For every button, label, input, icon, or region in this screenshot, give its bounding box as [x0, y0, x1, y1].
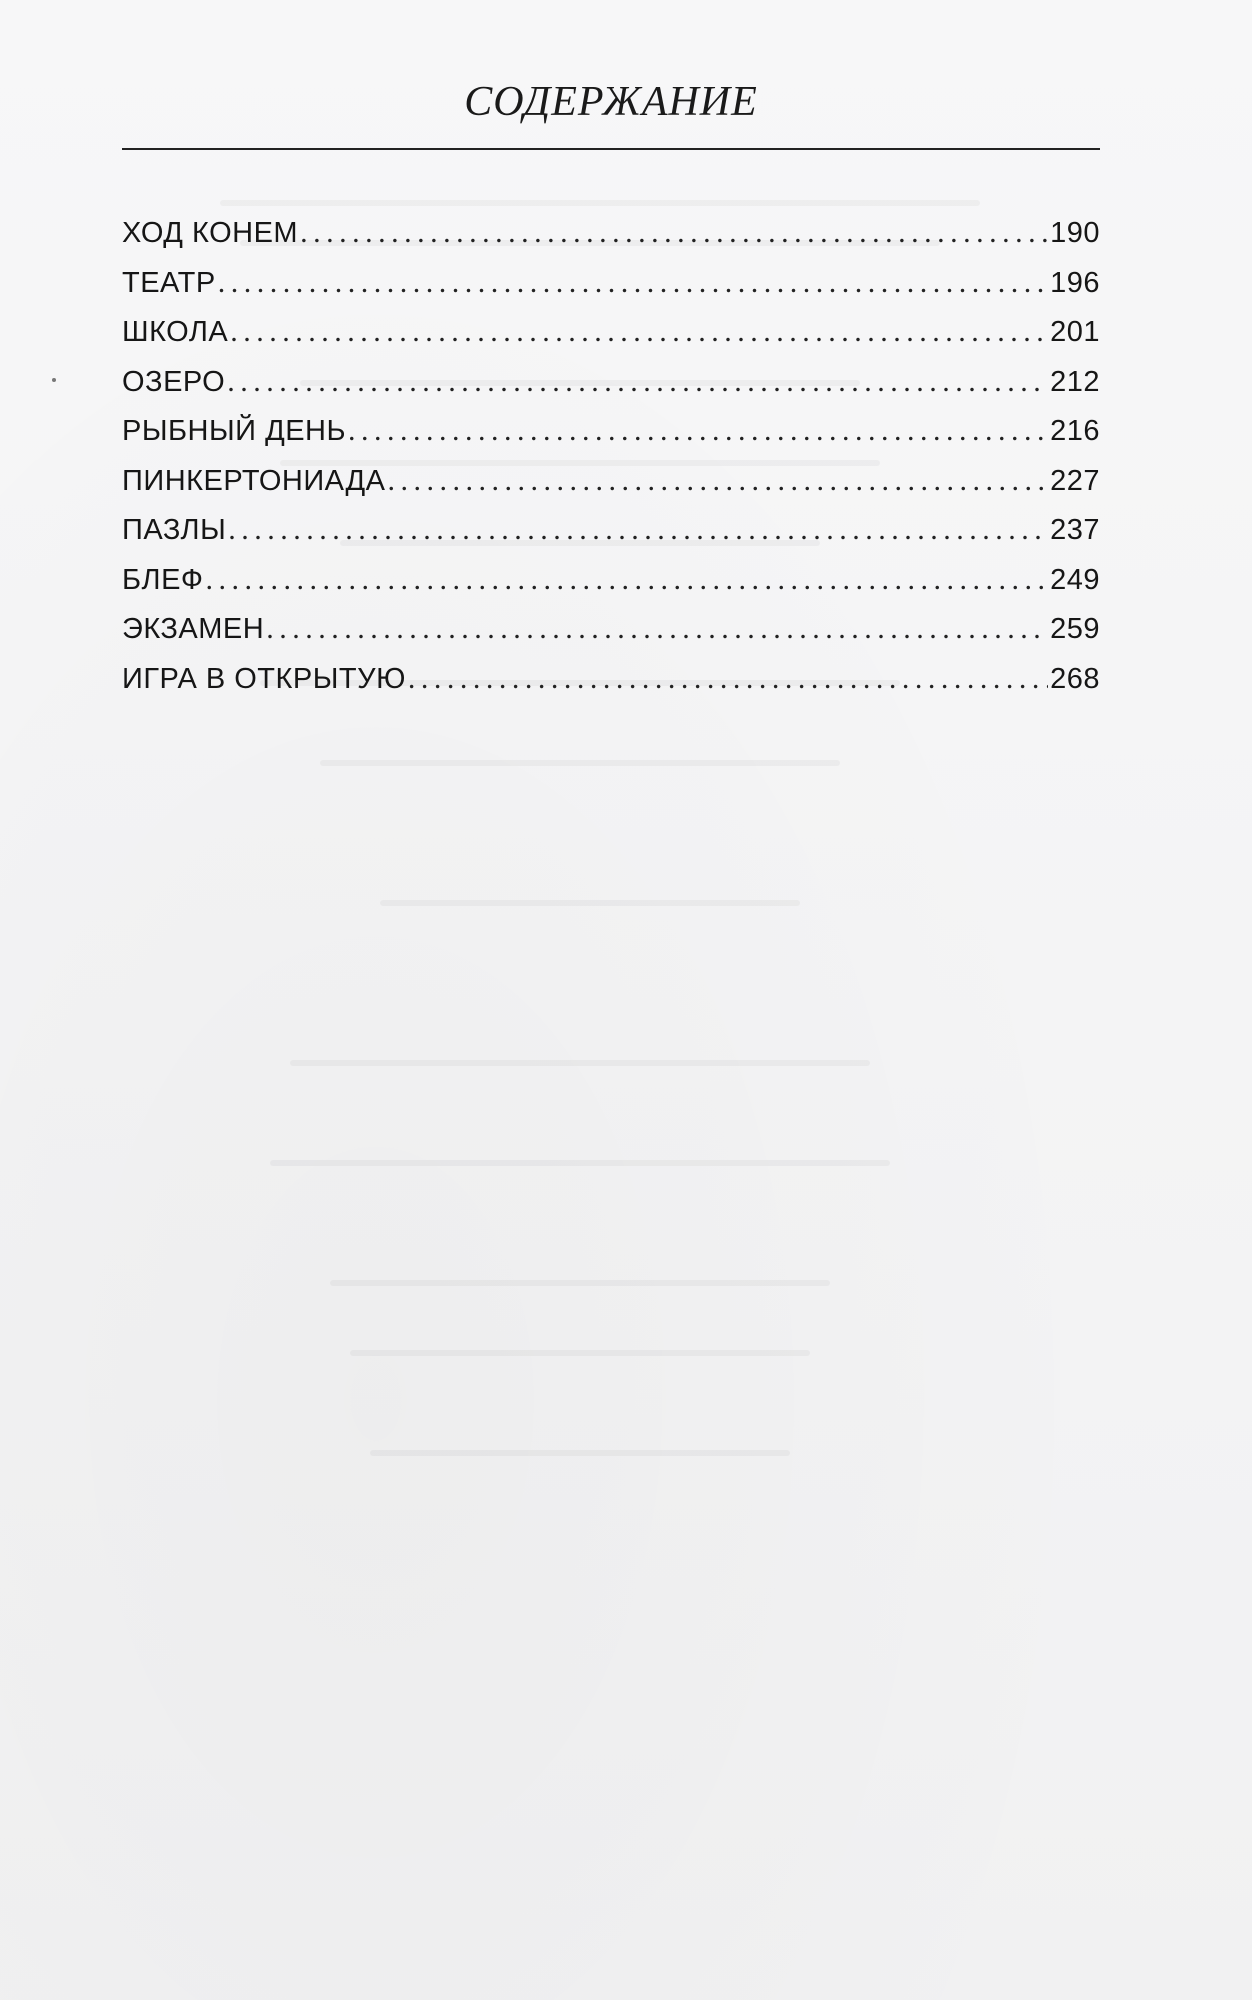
table-of-contents: [122, 208, 1100, 703]
toc-leader-dots: [300, 208, 1048, 258]
toc-leader-dots: [230, 307, 1048, 357]
toc-entry: [122, 456, 1100, 506]
toc-leader-dots: [348, 406, 1048, 456]
toc-leader-dots: [387, 456, 1048, 506]
toc-entry-title: ОЗЕРО: [122, 365, 226, 398]
toc-leader-dots: [266, 604, 1048, 654]
toc-entry-page: 196: [1050, 266, 1100, 299]
toc-entry-title: ИГРА В ОТКРЫТУЮ: [122, 662, 406, 695]
toc-entry: [122, 357, 1100, 407]
toc-entry-title: ЭКЗАМЕН: [122, 613, 265, 645]
toc-entry: [122, 505, 1100, 555]
toc-entry: [122, 208, 1100, 258]
toc-leader-dots: [408, 654, 1048, 704]
toc-entry: [122, 654, 1100, 704]
toc-leader-dots: [205, 555, 1048, 605]
toc-entry-page: 227: [1050, 464, 1100, 497]
toc-leader-dots: [228, 505, 1048, 555]
toc-entry-page: 259: [1050, 613, 1100, 645]
toc-entry-page: 237: [1050, 514, 1100, 546]
toc-entry-page: 201: [1050, 316, 1100, 348]
toc-entry-title: ХОД КОНЕМ: [122, 217, 299, 249]
toc-entry: [122, 604, 1100, 654]
toc-leader-dots: [227, 357, 1048, 407]
toc-entry-page: 190: [1050, 217, 1100, 249]
toc-entry-title: БЛЕФ: [122, 563, 204, 596]
toc-entry-page: 216: [1050, 415, 1100, 447]
toc-entry-title: ПИНКЕРТОНИАДА: [122, 464, 386, 497]
toc-entry-title: РЫБНЫЙ ДЕНЬ: [122, 415, 347, 447]
toc-entry-title: ТЕАТР: [122, 266, 216, 299]
toc-entry-title: ШКОЛА: [122, 316, 229, 348]
toc-entry-title: ПАЗЛЫ: [122, 514, 227, 546]
toc-entry: [122, 406, 1100, 456]
toc-entry-page: 249: [1050, 563, 1100, 596]
paper-speck: [52, 378, 56, 382]
toc-entry-page: 268: [1050, 662, 1100, 695]
toc-leader-dots: [218, 258, 1048, 308]
title-rule: [122, 148, 1100, 150]
page-title: СОДЕРЖАНИЕ: [464, 79, 758, 125]
toc-entry-page: 212: [1050, 365, 1100, 398]
toc-entry: [122, 555, 1100, 605]
toc-entry: [122, 307, 1100, 357]
toc-entry: [122, 258, 1100, 308]
